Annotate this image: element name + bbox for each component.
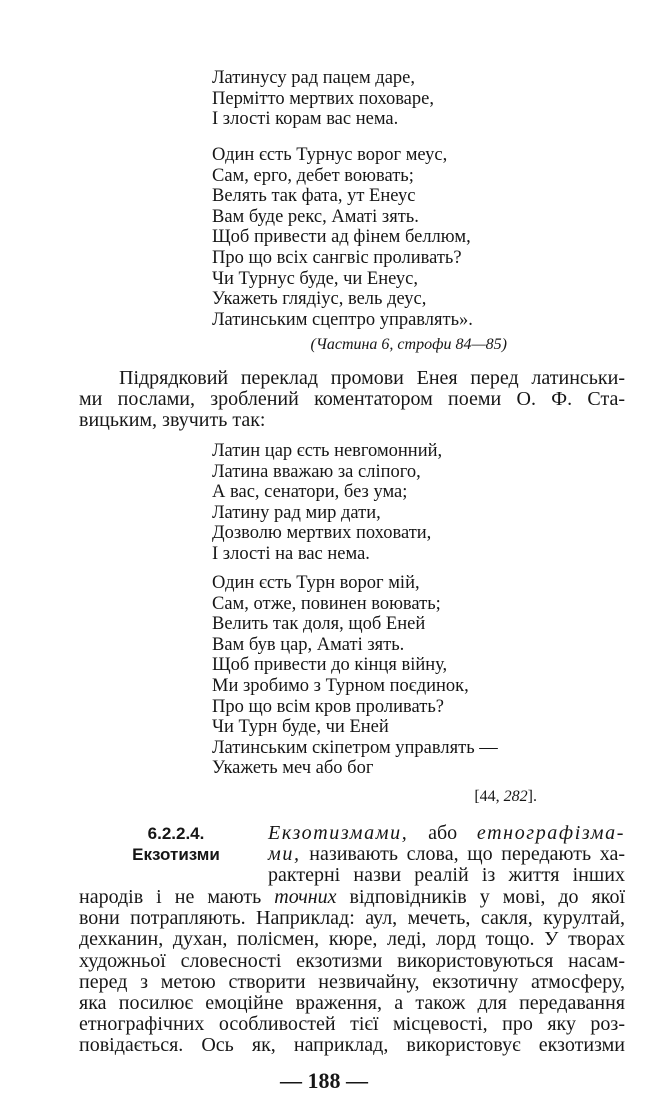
bibliographic-reference [474, 788, 537, 806]
verse-line: Чи Турн буде, чи Еней [212, 717, 389, 738]
verse-line: Латина вважаю за сліпого, [212, 461, 421, 482]
section-heading [106, 823, 246, 865]
section-body [79, 887, 625, 1057]
paragraph-line: ми послами, зроблений коментатором поеми О. Ф. Ста- [79, 388, 625, 411]
verse-line: Чи Турнус буде, чи Енеус, [212, 268, 418, 289]
verse-line: Щоб привести ад фінем беллюм, [212, 227, 471, 248]
verse-line: Дозволю мертвих поховати, [212, 523, 432, 544]
term-ethnographisms-end: ми, [268, 843, 301, 866]
paragraph-line: художньої словесності екзотизми використовуються насам- [79, 949, 625, 972]
paragraph-line: яка посилює емоційне враження, а також для передавання [79, 991, 625, 1014]
paragraph-line: перед з метою створити незвичайну, екзотичну атмосферу, [79, 970, 625, 993]
emphasis: точних [274, 886, 337, 908]
verse-line: Про що всім кров проливать? [212, 696, 445, 717]
paragraph-line: вицьким, звучить так: [79, 409, 266, 432]
verse-line: Велить так доля, щоб Еней [212, 614, 426, 635]
verse-line: Щоб привести до кінця війну, [212, 655, 448, 676]
verse-stanza [212, 441, 442, 565]
page-number: — 188 — [280, 1068, 368, 1093]
term-exoticisms: Екзотизмами, [268, 822, 409, 844]
verse-line: Пермітто мертвих поховаре, [212, 88, 434, 109]
verse-line: І злості корам вас нема. [212, 109, 399, 130]
verse-line: Ми зробимо з Турном поєдинок, [212, 675, 469, 696]
verse-line: Латин цар єсть невгомонний, [212, 441, 443, 461]
verse-line: Сам, отже, повинен воювать; [212, 593, 441, 614]
verse-line: Один єсть Турн ворог мій, [212, 573, 420, 593]
term-ethnographisms: етнографізма- [476, 822, 625, 844]
line-text: називають слова, що передають ха- [309, 843, 625, 866]
verse-line: Вам буде рекс, Аматі зять. [212, 206, 419, 227]
line-text: народів і не мають [79, 886, 262, 908]
verse-stanza [212, 68, 434, 130]
verse-citation: (Частина 6, строфи 84—85) [310, 336, 507, 353]
verse-line: І злості на вас нема. [212, 543, 370, 564]
section-intro [268, 823, 625, 887]
verse-line: Латинським скіпетром управлять — [212, 737, 498, 758]
verse-line: Латину рад мир дати, [212, 502, 381, 523]
conjunction: або [428, 822, 458, 844]
verse-line: Латинським сцептро управлять». [212, 309, 473, 330]
verse-line: А вас, сенатори, без ума; [212, 482, 408, 503]
verse-line: Укажеть меч або бог [212, 758, 374, 779]
paragraph-line [268, 844, 625, 865]
verse-line: Сам, ерго, дебет воювать; [212, 165, 414, 186]
paragraph-line: етнографічних особливостей тієї місцевості, про яку роз- [79, 1013, 625, 1036]
paragraph-line [79, 887, 625, 908]
verse-line: Велять так фата, ут Енеус [212, 186, 416, 207]
reference-suffix: ]. [527, 788, 537, 805]
intro-paragraph [79, 368, 625, 432]
verse-line: Один єсть Турнус ворог меус, [212, 145, 448, 165]
line-text: відповідників у мові, до якої [349, 886, 625, 908]
paragraph-line: рактерні назви реалій із життя інших [268, 864, 625, 887]
verse-stanza [212, 145, 473, 330]
paragraph-line [268, 823, 625, 844]
reference-page: 282 [503, 788, 528, 805]
paragraph-line: Підрядковий переклад промови Енея перед латинськи- [119, 367, 625, 389]
verse-line: Укажеть глядіус, вель деус, [212, 289, 427, 310]
verse-line: Про що всіх сангвіс проливать? [212, 247, 462, 268]
reference-prefix: [44, [474, 788, 500, 805]
verse-line: Вам був цар, Аматі зять. [212, 634, 405, 655]
paragraph-line: вони потрапляють. Наприклад: аул, мечеть, сакля, курултай, [79, 907, 625, 930]
paragraph-line: повідається. Ось як, наприклад, використовує екзотизми [79, 1034, 625, 1057]
section-title: Екзотизми [132, 845, 220, 865]
paragraph-line: дехканин, духан, полісмен, кюре, леді, лорд тощо. У творах [79, 928, 625, 951]
section-number: 6.2.2.4. [147, 824, 205, 843]
verse-line: Латинусу рад пацем даре, [212, 68, 416, 88]
verse-stanza [212, 573, 498, 779]
